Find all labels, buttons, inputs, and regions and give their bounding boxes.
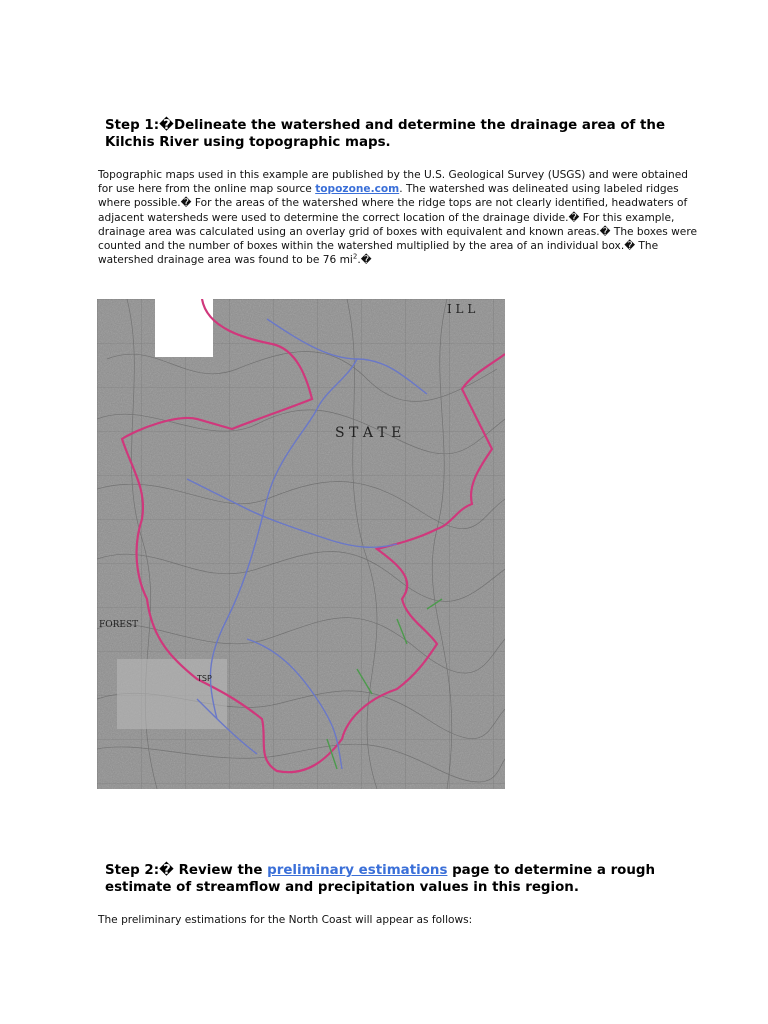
step2-text-b: page to determine a rough estimate of streamflow and precipitation values in this region. (105, 863, 656, 895)
paragraph-text-b: . The watershed was delineated using labeled ridges where possible.� For the areas of the watershed where the ridge tops are not clearly identified, headwaters of adjacent watersheds were used to determine the correct location of the drainage divide.� For this example, drainage area was calculated using an overlay grid of boxes with equivalent and known areas.� The boxes were counted and the number of boxes within the watershed multiplied by the area of an individual box.� The watershed drainage area was found to be 76 mi (98, 183, 697, 267)
preliminary-estimations-link[interactable]: preliminary estimations (267, 863, 448, 878)
map-label-state: S T A T E (335, 425, 402, 441)
paragraph-text-a: Topographic maps used in this example are published by the U.S. Geological Survey (USGS) and were obtained for use here from the online map source (98, 169, 688, 196)
topographic-map (97, 299, 505, 789)
topographic-map-drawing (97, 299, 505, 789)
step2-heading (105, 862, 685, 896)
step1-heading: Step 1:�Delineate the watershed and determine the drainage area of the Kilchis River using topographic maps. (105, 118, 666, 150)
map-label-top-right: I L L (447, 302, 476, 316)
superscript-2: 2 (352, 252, 358, 261)
map-label-forest: FOREST (99, 620, 139, 630)
north-coast-paragraph: The preliminary estimations for the North Coast will appear as follows: (98, 914, 473, 926)
map-label-tsp: TSP (197, 674, 212, 683)
topozone-link[interactable]: topozone.com (315, 183, 400, 196)
step2-text-a: Step 2:� Review the (105, 863, 268, 878)
intro-paragraph (98, 168, 698, 267)
paragraph-text-c: .� (357, 254, 372, 267)
